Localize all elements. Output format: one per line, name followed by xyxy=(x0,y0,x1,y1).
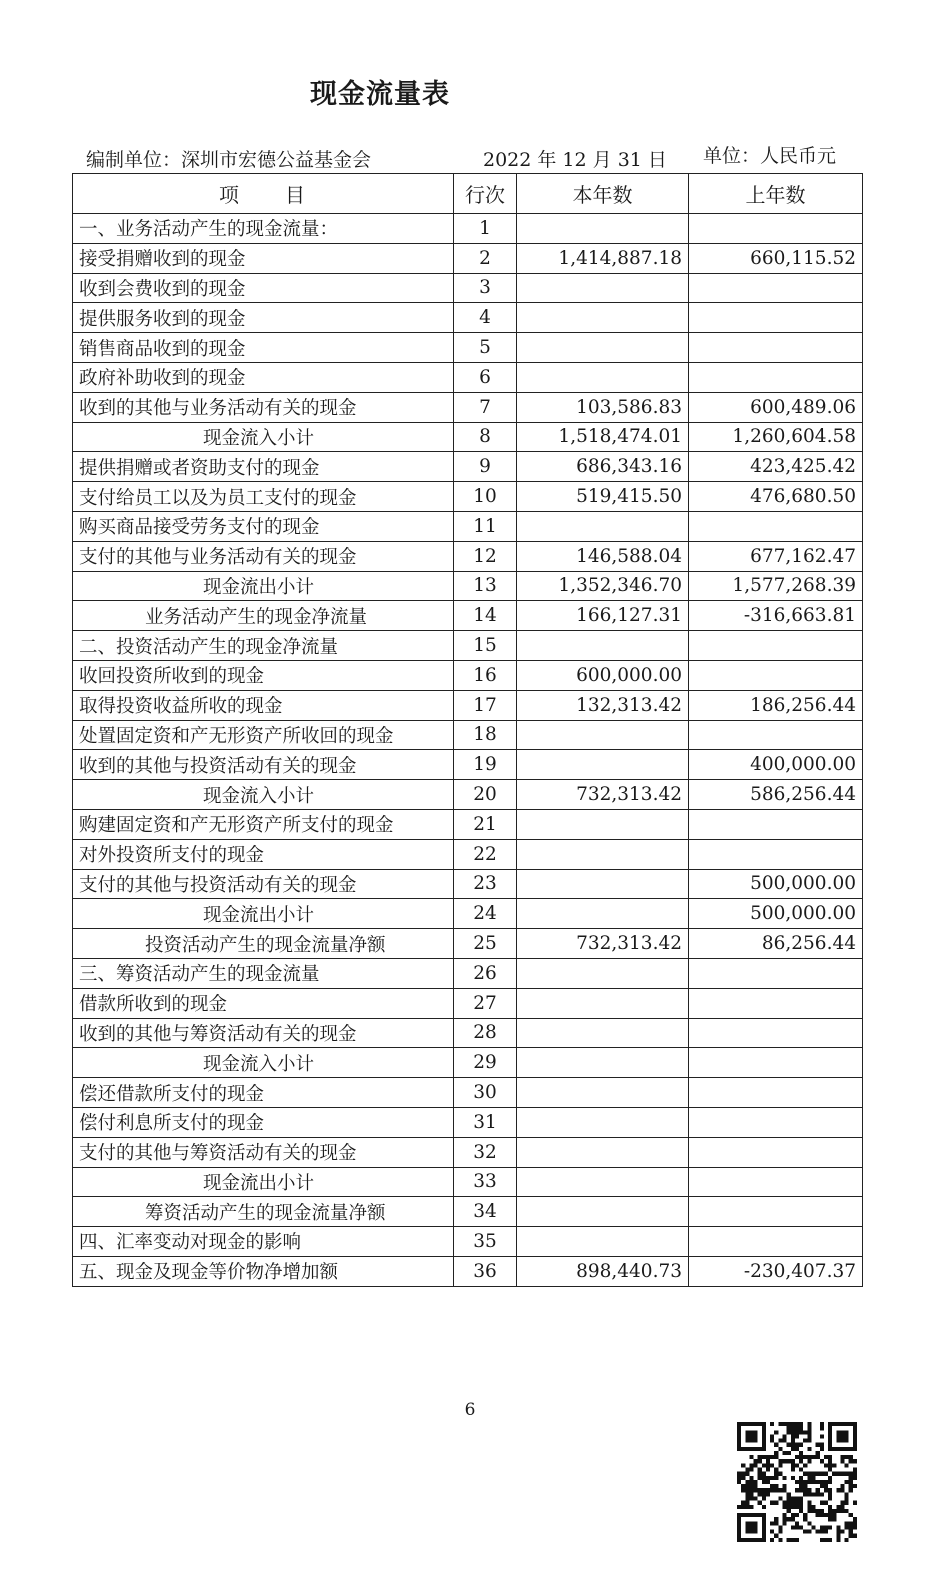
previous-year-value: 1,260,604.58 xyxy=(689,422,863,452)
table-row xyxy=(73,541,863,571)
row-number: 26 xyxy=(454,958,517,988)
current-year-value xyxy=(517,1167,689,1197)
row-item-label: 现金流出小计 xyxy=(73,899,454,929)
page-title: 现金流量表 xyxy=(310,79,450,110)
previous-year-value xyxy=(689,958,863,988)
row-item-label: 收到的其他与筹资活动有关的现金 xyxy=(73,1018,454,1048)
current-year-value xyxy=(517,720,689,750)
row-number: 7 xyxy=(454,392,517,422)
row-number: 10 xyxy=(454,482,517,512)
current-year-value: 732,313.42 xyxy=(517,929,689,959)
previous-year-value xyxy=(689,1018,863,1048)
row-number: 31 xyxy=(454,1107,517,1137)
table-body xyxy=(73,214,863,1287)
current-year-value xyxy=(517,1107,689,1137)
table-row xyxy=(73,422,863,452)
previous-year-value: -316,663.81 xyxy=(689,601,863,631)
current-year-value xyxy=(517,362,689,392)
row-item-label: 一、业务活动产生的现金流量： xyxy=(73,214,454,244)
table-header-row xyxy=(73,174,863,214)
current-year-value: 1,352,346.70 xyxy=(517,571,689,601)
table-row xyxy=(73,1167,863,1197)
row-number: 18 xyxy=(454,720,517,750)
table-row xyxy=(73,929,863,959)
row-item-label: 投资活动产生的现金流量净额 xyxy=(73,929,454,959)
column-header-row-no: 行次 xyxy=(454,174,517,214)
table-row xyxy=(73,660,863,690)
table-row xyxy=(73,1137,863,1167)
row-item-label: 偿付利息所支付的现金 xyxy=(73,1107,454,1137)
column-header-current-year: 本年数 xyxy=(517,174,689,214)
table-row xyxy=(73,809,863,839)
row-item-label: 五、现金及现金等价物净增加额 xyxy=(73,1256,454,1286)
current-year-value: 1,414,887.18 xyxy=(517,243,689,273)
row-number: 36 xyxy=(454,1256,517,1286)
current-year-value xyxy=(517,750,689,780)
row-item-label: 收到会费收到的现金 xyxy=(73,273,454,303)
row-number: 15 xyxy=(454,631,517,661)
table-row xyxy=(73,333,863,363)
current-year-value: 1,518,474.01 xyxy=(517,422,689,452)
previous-year-value xyxy=(689,1167,863,1197)
row-number: 5 xyxy=(454,333,517,363)
table-row xyxy=(73,511,863,541)
row-item-label: 取得投资收益所收的现金 xyxy=(73,690,454,720)
row-number: 29 xyxy=(454,1048,517,1078)
row-number: 14 xyxy=(454,601,517,631)
row-number: 20 xyxy=(454,780,517,810)
previous-year-value xyxy=(689,303,863,333)
row-number: 3 xyxy=(454,273,517,303)
previous-year-value xyxy=(689,273,863,303)
table-row xyxy=(73,780,863,810)
table-row xyxy=(73,482,863,512)
current-year-value xyxy=(517,1197,689,1227)
table-row xyxy=(73,1197,863,1227)
current-year-value xyxy=(517,809,689,839)
previous-year-value xyxy=(689,1227,863,1257)
current-year-value xyxy=(517,1048,689,1078)
row-number: 30 xyxy=(454,1078,517,1108)
currency-unit: 单位：人民币元 xyxy=(703,145,837,167)
current-year-value xyxy=(517,988,689,1018)
row-number: 23 xyxy=(454,869,517,899)
current-year-value: 166,127.31 xyxy=(517,601,689,631)
previous-year-value: 500,000.00 xyxy=(689,899,863,929)
current-year-value xyxy=(517,511,689,541)
current-year-value: 898,440.73 xyxy=(517,1256,689,1286)
table-row xyxy=(73,839,863,869)
row-number: 34 xyxy=(454,1197,517,1227)
row-number: 33 xyxy=(454,1167,517,1197)
table-row xyxy=(73,631,863,661)
row-number: 27 xyxy=(454,988,517,1018)
row-item-label: 现金流入小计 xyxy=(73,780,454,810)
previous-year-value: 660,115.52 xyxy=(689,243,863,273)
row-number: 28 xyxy=(454,1018,517,1048)
table-row xyxy=(73,362,863,392)
cash-flow-table xyxy=(72,173,863,1287)
current-year-value xyxy=(517,214,689,244)
previous-year-value xyxy=(689,839,863,869)
table-row xyxy=(73,243,863,273)
column-header-previous-year: 上年数 xyxy=(689,174,863,214)
current-year-value: 146,588.04 xyxy=(517,541,689,571)
previous-year-value: 1,577,268.39 xyxy=(689,571,863,601)
current-year-value xyxy=(517,1137,689,1167)
table-row xyxy=(73,750,863,780)
row-item-label: 二、投资活动产生的现金净流量 xyxy=(73,631,454,661)
row-item-label: 业务活动产生的现金净流量 xyxy=(73,601,454,631)
previous-year-value: 400,000.00 xyxy=(689,750,863,780)
row-number: 25 xyxy=(454,929,517,959)
table-row xyxy=(73,601,863,631)
row-item-label: 对外投资所支付的现金 xyxy=(73,839,454,869)
report-date: 2022 年 12 月 31 日 xyxy=(483,149,667,171)
current-year-value xyxy=(517,1018,689,1048)
current-year-value xyxy=(517,869,689,899)
previous-year-value: 476,680.50 xyxy=(689,482,863,512)
previous-year-value: 586,256.44 xyxy=(689,780,863,810)
previous-year-value xyxy=(689,720,863,750)
row-item-label: 偿还借款所支付的现金 xyxy=(73,1078,454,1108)
current-year-value xyxy=(517,631,689,661)
row-item-label: 支付给员工以及为员工支付的现金 xyxy=(73,482,454,512)
row-number: 24 xyxy=(454,899,517,929)
row-number: 2 xyxy=(454,243,517,273)
previous-year-value: -230,407.37 xyxy=(689,1256,863,1286)
previous-year-value xyxy=(689,1137,863,1167)
table-row xyxy=(73,1078,863,1108)
previous-year-value xyxy=(689,333,863,363)
row-number: 35 xyxy=(454,1227,517,1257)
row-item-label: 支付的其他与筹资活动有关的现金 xyxy=(73,1137,454,1167)
table-row xyxy=(73,988,863,1018)
row-item-label: 接受捐赠收到的现金 xyxy=(73,243,454,273)
table-row xyxy=(73,1018,863,1048)
previous-year-value: 677,162.47 xyxy=(689,541,863,571)
previous-year-value xyxy=(689,1078,863,1108)
table-row xyxy=(73,958,863,988)
current-year-value xyxy=(517,1078,689,1108)
table-row xyxy=(73,1107,863,1137)
column-header-item: 项 目 xyxy=(73,174,454,214)
page-number: 6 xyxy=(464,1400,476,1420)
table-row xyxy=(73,1048,863,1078)
table-row xyxy=(73,1256,863,1286)
row-item-label: 购买商品接受劳务支付的现金 xyxy=(73,511,454,541)
row-item-label: 销售商品收到的现金 xyxy=(73,333,454,363)
current-year-value xyxy=(517,958,689,988)
row-item-label: 收到的其他与投资活动有关的现金 xyxy=(73,750,454,780)
row-item-label: 支付的其他与业务活动有关的现金 xyxy=(73,541,454,571)
row-item-label: 收到的其他与业务活动有关的现金 xyxy=(73,392,454,422)
row-item-label: 借款所收到的现金 xyxy=(73,988,454,1018)
previous-year-value: 186,256.44 xyxy=(689,690,863,720)
previous-year-value xyxy=(689,362,863,392)
row-number: 4 xyxy=(454,303,517,333)
row-number: 19 xyxy=(454,750,517,780)
previous-year-value xyxy=(689,511,863,541)
table-row xyxy=(73,571,863,601)
row-number: 13 xyxy=(454,571,517,601)
table-row xyxy=(73,303,863,333)
previous-year-value: 600,489.06 xyxy=(689,392,863,422)
row-item-label: 支付的其他与投资活动有关的现金 xyxy=(73,869,454,899)
previous-year-value xyxy=(689,1197,863,1227)
row-number: 11 xyxy=(454,511,517,541)
row-item-label: 现金流出小计 xyxy=(73,1167,454,1197)
current-year-value: 732,313.42 xyxy=(517,780,689,810)
current-year-value: 519,415.50 xyxy=(517,482,689,512)
previous-year-value: 423,425.42 xyxy=(689,452,863,482)
row-item-label: 购建固定资和产无形资产所支付的现金 xyxy=(73,809,454,839)
row-item-label: 收回投资所收到的现金 xyxy=(73,660,454,690)
row-item-label: 三、筹资活动产生的现金流量 xyxy=(73,958,454,988)
previous-year-value xyxy=(689,1048,863,1078)
current-year-value xyxy=(517,899,689,929)
table-row xyxy=(73,1227,863,1257)
previous-year-value: 500,000.00 xyxy=(689,869,863,899)
previous-year-value xyxy=(689,631,863,661)
row-item-label: 四、汇率变动对现金的影响 xyxy=(73,1227,454,1257)
row-number: 6 xyxy=(454,362,517,392)
row-item-label: 筹资活动产生的现金流量净额 xyxy=(73,1197,454,1227)
current-year-value xyxy=(517,333,689,363)
row-item-label: 现金流入小计 xyxy=(73,422,454,452)
row-number: 8 xyxy=(454,422,517,452)
row-item-label: 政府补助收到的现金 xyxy=(73,362,454,392)
previous-year-value xyxy=(689,1107,863,1137)
row-number: 16 xyxy=(454,660,517,690)
previous-year-value: 86,256.44 xyxy=(689,929,863,959)
current-year-value: 103,586.83 xyxy=(517,392,689,422)
qr-code-icon xyxy=(737,1422,857,1542)
current-year-value: 686,343.16 xyxy=(517,452,689,482)
row-item-label: 处置固定资和产无形资产所收回的现金 xyxy=(73,720,454,750)
table-row xyxy=(73,869,863,899)
row-item-label: 现金流入小计 xyxy=(73,1048,454,1078)
current-year-value xyxy=(517,1227,689,1257)
current-year-value xyxy=(517,839,689,869)
row-number: 9 xyxy=(454,452,517,482)
current-year-value: 600,000.00 xyxy=(517,660,689,690)
table-row xyxy=(73,273,863,303)
current-year-value xyxy=(517,303,689,333)
organization-label: 编制单位：深圳市宏德公益基金会 xyxy=(86,149,372,171)
row-item-label: 提供捐赠或者资助支付的现金 xyxy=(73,452,454,482)
current-year-value: 132,313.42 xyxy=(517,690,689,720)
table-row xyxy=(73,690,863,720)
previous-year-value xyxy=(689,660,863,690)
row-number: 17 xyxy=(454,690,517,720)
row-number: 1 xyxy=(454,214,517,244)
row-item-label: 现金流出小计 xyxy=(73,571,454,601)
row-number: 12 xyxy=(454,541,517,571)
table-row xyxy=(73,899,863,929)
row-number: 32 xyxy=(454,1137,517,1167)
previous-year-value xyxy=(689,809,863,839)
row-number: 21 xyxy=(454,809,517,839)
row-item-label: 提供服务收到的现金 xyxy=(73,303,454,333)
table-row xyxy=(73,452,863,482)
previous-year-value xyxy=(689,988,863,1018)
row-number: 22 xyxy=(454,839,517,869)
table-row xyxy=(73,392,863,422)
table-row xyxy=(73,214,863,244)
table-row xyxy=(73,720,863,750)
previous-year-value xyxy=(689,214,863,244)
current-year-value xyxy=(517,273,689,303)
